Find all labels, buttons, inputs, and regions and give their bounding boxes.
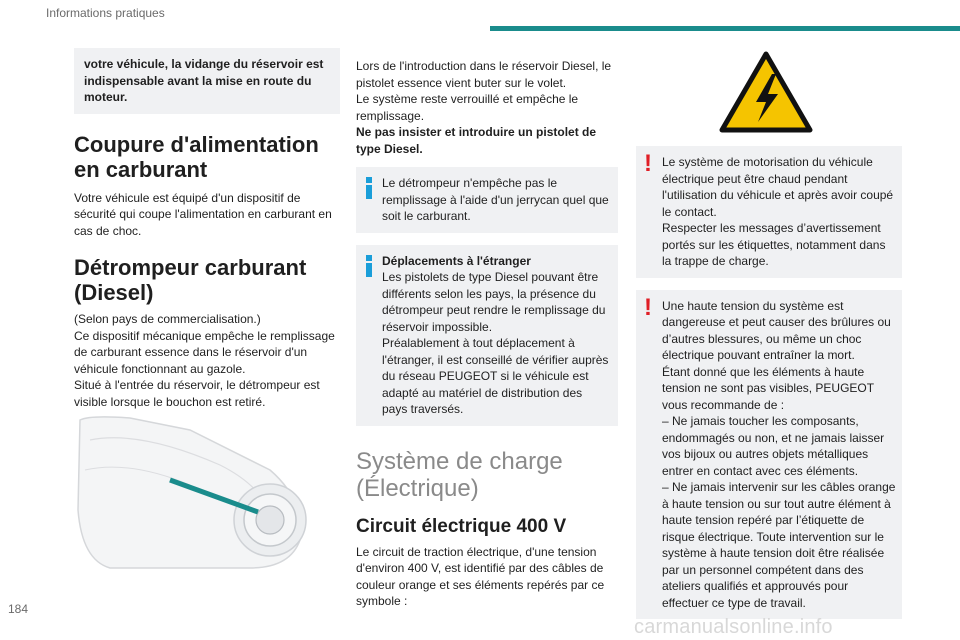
- heading-coupure: Coupure d'alimentation en carburant: [74, 131, 319, 182]
- paragraph-intro-1: Lors de l'introduction dans le réservoir Diesel, le pistolet essence vient buter sur le volet.: [356, 59, 612, 90]
- paragraph-coupure: Votre véhicule est équipé d'un dispositif de sécurité qui coupe l'alimentation en carburant en cas de choc.: [74, 190, 332, 238]
- warning-chaud-text-2: Respecter les messages d’avertissement portés sur les étiquettes, notamment dans la trappe de charge.: [662, 221, 886, 268]
- warning-ht-text-4: – Ne jamais intervenir sur les câbles orange à haute tension ou sur tout autre élément à haute tension repéré par l’étiquette de risque électrique. Toute intervention sur le système à haute tension doit être réalisée par un personnel compétent dans des ateliers qualifiés et approuvés pour effectuer ce type de travail.: [662, 480, 896, 610]
- warning-ht-text-3: – Ne jamais toucher les composants, endommagés ou non, et ne jamais laisser vos bijoux ou autres objets métalliques entrer en contact avec ces éléments.: [662, 414, 885, 478]
- page-number: 184: [8, 602, 29, 616]
- paragraph-intro-bold: Ne pas insister et introduire un pistolet de type Diesel.: [356, 125, 597, 156]
- note-etranger-title: Déplacements à l'étranger: [382, 253, 531, 268]
- warning-note-haute-tension: [636, 290, 902, 620]
- note-etranger-body-1: Les pistolets de type Diesel pouvant être différents selon les pays, la présence du détrompeur peut rendre le remplissage du réservoir impossible.: [382, 270, 606, 334]
- column-right: [636, 146, 902, 619]
- paragraph-detrompeur-3: Situé à l'entrée du réservoir, le détrompeur est visible lorsque le bouchon est retiré.: [74, 378, 320, 409]
- warning-ht-text-2: Étant donné que les éléments à haute tension ne sont pas visibles, PEUGEOT vous recommande de :: [662, 364, 874, 412]
- info-icon: [364, 255, 374, 418]
- header-accent-bar: [490, 26, 960, 31]
- note-jerrycan-text: Le détrompeur n'empêche pas le remplissage à l'aide d'un jerrycan quel que soit le carburant.: [382, 176, 609, 223]
- warning-chaud-text-1: Le système de motorisation du véhicule électrique peut être chaud pendant l'utilisation du véhicule et après avoir coupé le contact.: [662, 155, 894, 219]
- high-voltage-hazard-icon: [718, 50, 814, 134]
- watermark: carmanualsonline.info: [634, 616, 833, 638]
- page-header-title: Informations pratiques: [46, 6, 165, 20]
- heading-systeme-charge: Système de charge (Électrique): [356, 447, 563, 502]
- warning-continuation-box: votre véhicule, la vidange du réservoir est indispensable avant la mise en route du moteur.: [74, 48, 340, 114]
- warning-icon: !: [644, 293, 652, 321]
- paragraph-intro-2: Le système reste verrouillé et empêche le remplissage.: [356, 92, 579, 123]
- column-left: [74, 48, 340, 446]
- warning-note-chaud: [636, 146, 902, 278]
- info-icon: [364, 177, 374, 225]
- paragraph-detrompeur-1: (Selon pays de commercialisation.): [74, 312, 261, 326]
- paragraph-circuit: Le circuit de traction électrique, d'une tension d'environ 400 V, est identifié par des câbles de couleur orange et ses éléments repérés par ce symbole :: [356, 544, 605, 608]
- warning-icon: !: [644, 150, 652, 177]
- fuel-filler-illustration: [70, 410, 320, 570]
- heading-circuit-400v: Circuit électrique 400 V: [356, 515, 567, 537]
- column-middle: [356, 58, 618, 610]
- paragraph-detrompeur-2: Ce dispositif mécanique empêche le remplissage de carburant essence dans le réservoir d'un véhicule fonctionnant au gazole.: [74, 328, 335, 376]
- info-note-jerrycan: [356, 167, 618, 233]
- note-etranger-body-2: Préalablement à tout déplacement à l'étranger, il est conseillé de vérifier auprès du réseau PEUGEOT si le véhicule est adapté au matériel de distribution des pays traversés.: [382, 336, 609, 416]
- heading-detrompeur: Détrompeur carburant (Diesel): [74, 255, 307, 305]
- warning-ht-text-1: Une haute tension du système est dangereuse et peut causer des brûlures ou d’autres blessures, ou même un choc électrique pouvant entraîner la mort.: [662, 298, 891, 362]
- info-note-etranger: [356, 245, 618, 426]
